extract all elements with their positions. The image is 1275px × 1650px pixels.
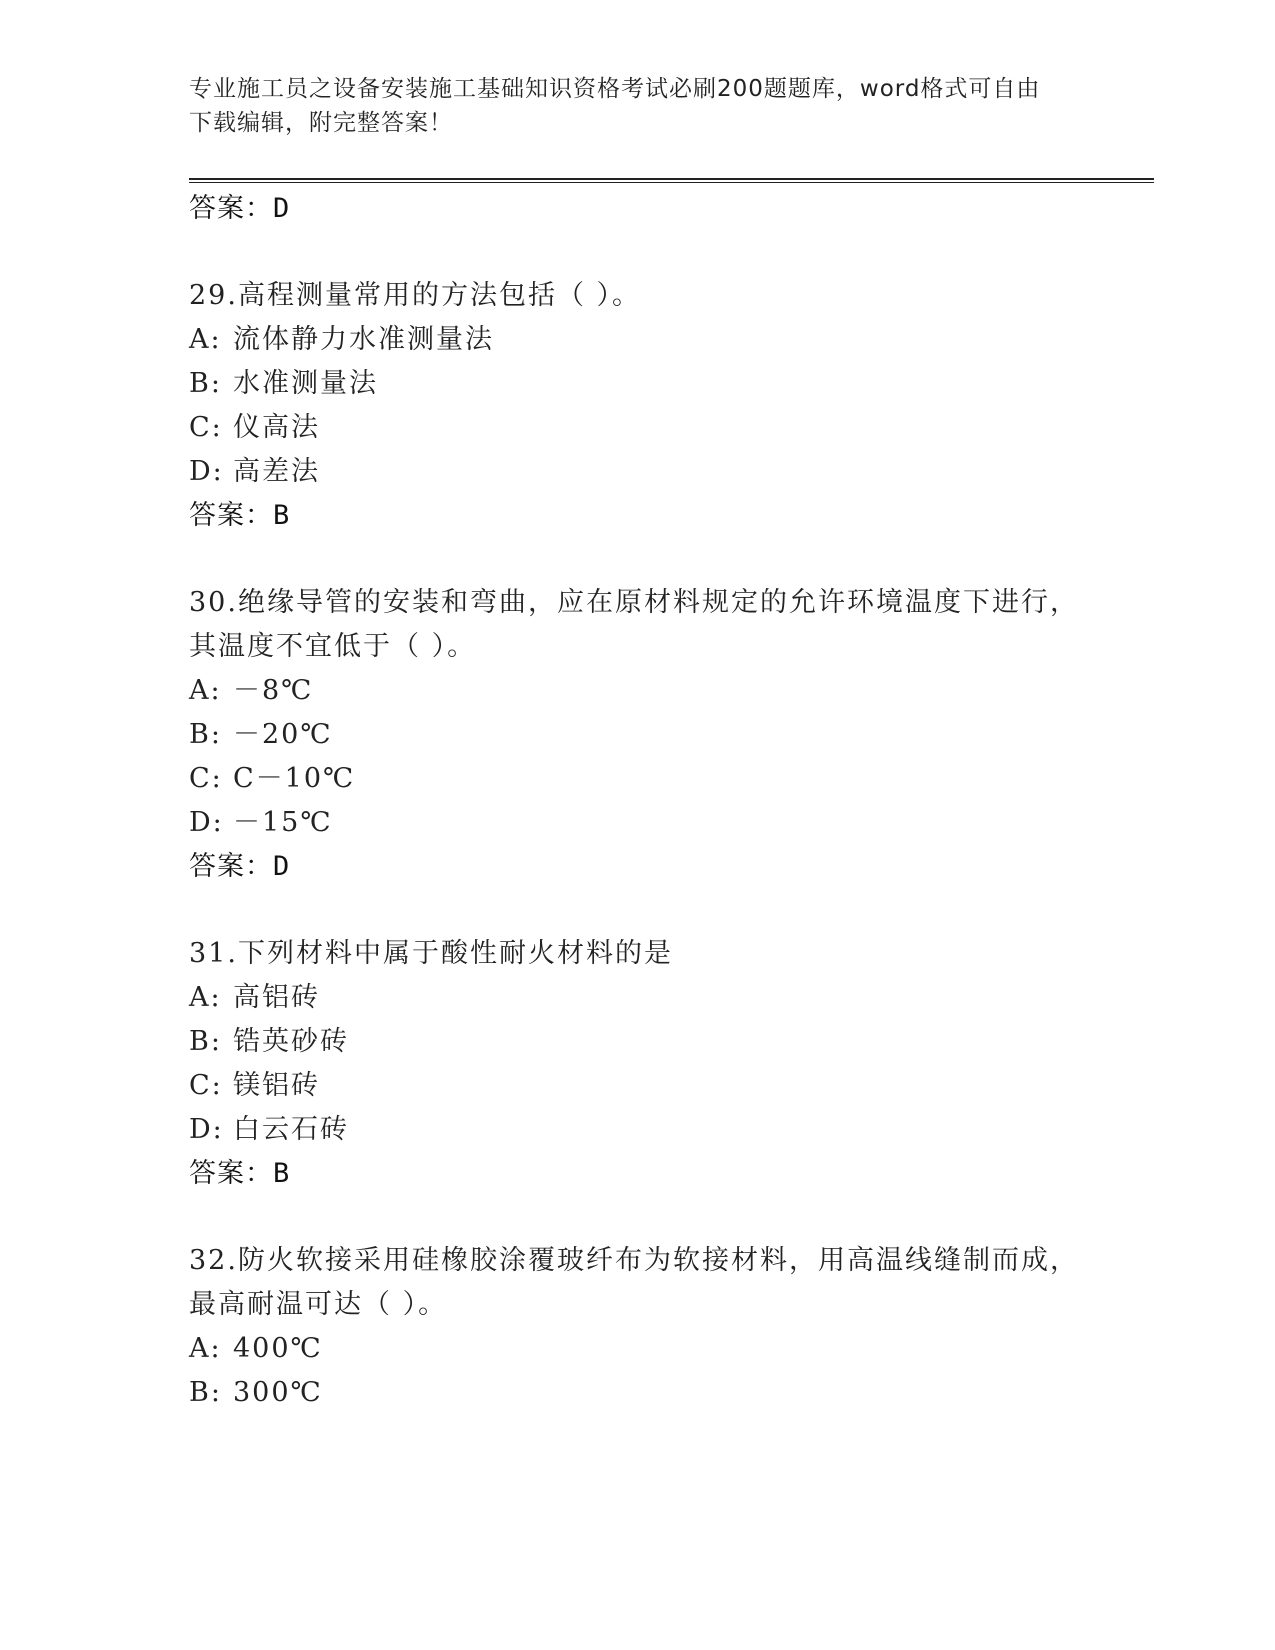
answer-label: 答案：	[189, 500, 273, 531]
question-29-answer	[189, 493, 290, 539]
question-31-text: 31.下列材料中属于酸性耐火材料的是	[189, 938, 673, 969]
option-text: 300℃	[233, 1377, 323, 1408]
option-letter: C:	[189, 412, 223, 443]
question-32-option-b	[189, 1370, 323, 1416]
option-text: 高铝砖	[233, 982, 320, 1013]
option-letter: C:	[189, 763, 223, 794]
option-letter: B:	[189, 1377, 222, 1408]
option-letter: A:	[189, 675, 222, 706]
question-31-option-c	[189, 1063, 320, 1109]
option-letter: B:	[189, 368, 222, 399]
answer-value: D	[273, 851, 291, 882]
header-line-1: 专业施工员之设备安装施工基础知识资格考试必刷200题题库，word格式可自由	[189, 76, 1041, 102]
answer-value: B	[273, 500, 291, 531]
answer-label: 答案：	[189, 193, 273, 224]
option-text: 流体静力水准测量法	[233, 324, 494, 355]
question-29-option-c	[189, 405, 320, 451]
question-31-option-d	[189, 1107, 349, 1153]
question-32-text-line-1: 32.防火软接采用硅橡胶涂覆玻纤布为软接材料，用高温线缝制而成，	[189, 1245, 1079, 1276]
option-text: 高差法	[233, 456, 320, 487]
answer-value: B	[273, 1158, 291, 1189]
question-29-option-b	[189, 361, 378, 407]
document-header	[189, 72, 1089, 140]
option-letter: B:	[189, 719, 222, 750]
option-text: －15℃	[233, 807, 333, 838]
option-letter: D:	[189, 807, 224, 838]
question-29-option-d	[189, 449, 320, 495]
question-31-option-a	[189, 975, 320, 1021]
option-text: C－10℃	[233, 763, 356, 794]
option-text: 400℃	[233, 1333, 323, 1364]
answer-label: 答案：	[189, 851, 273, 882]
question-30-option-d	[189, 800, 333, 846]
question-30-text-line-2: 其温度不宜低于（ ）。	[189, 631, 477, 662]
previous-answer	[189, 186, 290, 232]
option-letter: C:	[189, 1070, 223, 1101]
question-31-answer	[189, 1151, 290, 1197]
option-letter: D:	[189, 456, 224, 487]
question-32-text-line-2: 最高耐温可达（ ）。	[189, 1289, 448, 1320]
option-letter: A:	[189, 324, 222, 355]
question-32-option-a	[189, 1326, 323, 1372]
option-letter: A:	[189, 982, 222, 1013]
header-divider	[189, 178, 1154, 183]
option-letter: D:	[189, 1114, 224, 1145]
option-text: 镁铝砖	[233, 1070, 320, 1101]
option-text: －20℃	[233, 719, 333, 750]
question-29-option-a	[189, 317, 494, 363]
option-letter: B:	[189, 1026, 222, 1057]
question-30-option-c	[189, 756, 355, 802]
question-29-text: 29.高程测量常用的方法包括（ ）。	[189, 280, 642, 311]
option-text: 锆英砂砖	[233, 1026, 349, 1057]
question-30-option-b	[189, 712, 333, 758]
answer-value: D	[273, 193, 291, 224]
question-31-option-b	[189, 1019, 349, 1065]
header-line-2: 下载编辑，附完整答案！	[189, 110, 453, 136]
option-text: －8℃	[233, 675, 314, 706]
option-text: 白云石砖	[233, 1114, 349, 1145]
question-30-answer	[189, 844, 290, 890]
option-text: 仪高法	[233, 412, 320, 443]
question-30-option-a	[189, 668, 313, 714]
option-text: 水准测量法	[233, 368, 378, 399]
question-30-text-line-1: 30.绝缘导管的安装和弯曲，应在原材料规定的允许环境温度下进行，	[189, 587, 1079, 618]
option-letter: A:	[189, 1333, 222, 1364]
answer-label: 答案：	[189, 1158, 273, 1189]
